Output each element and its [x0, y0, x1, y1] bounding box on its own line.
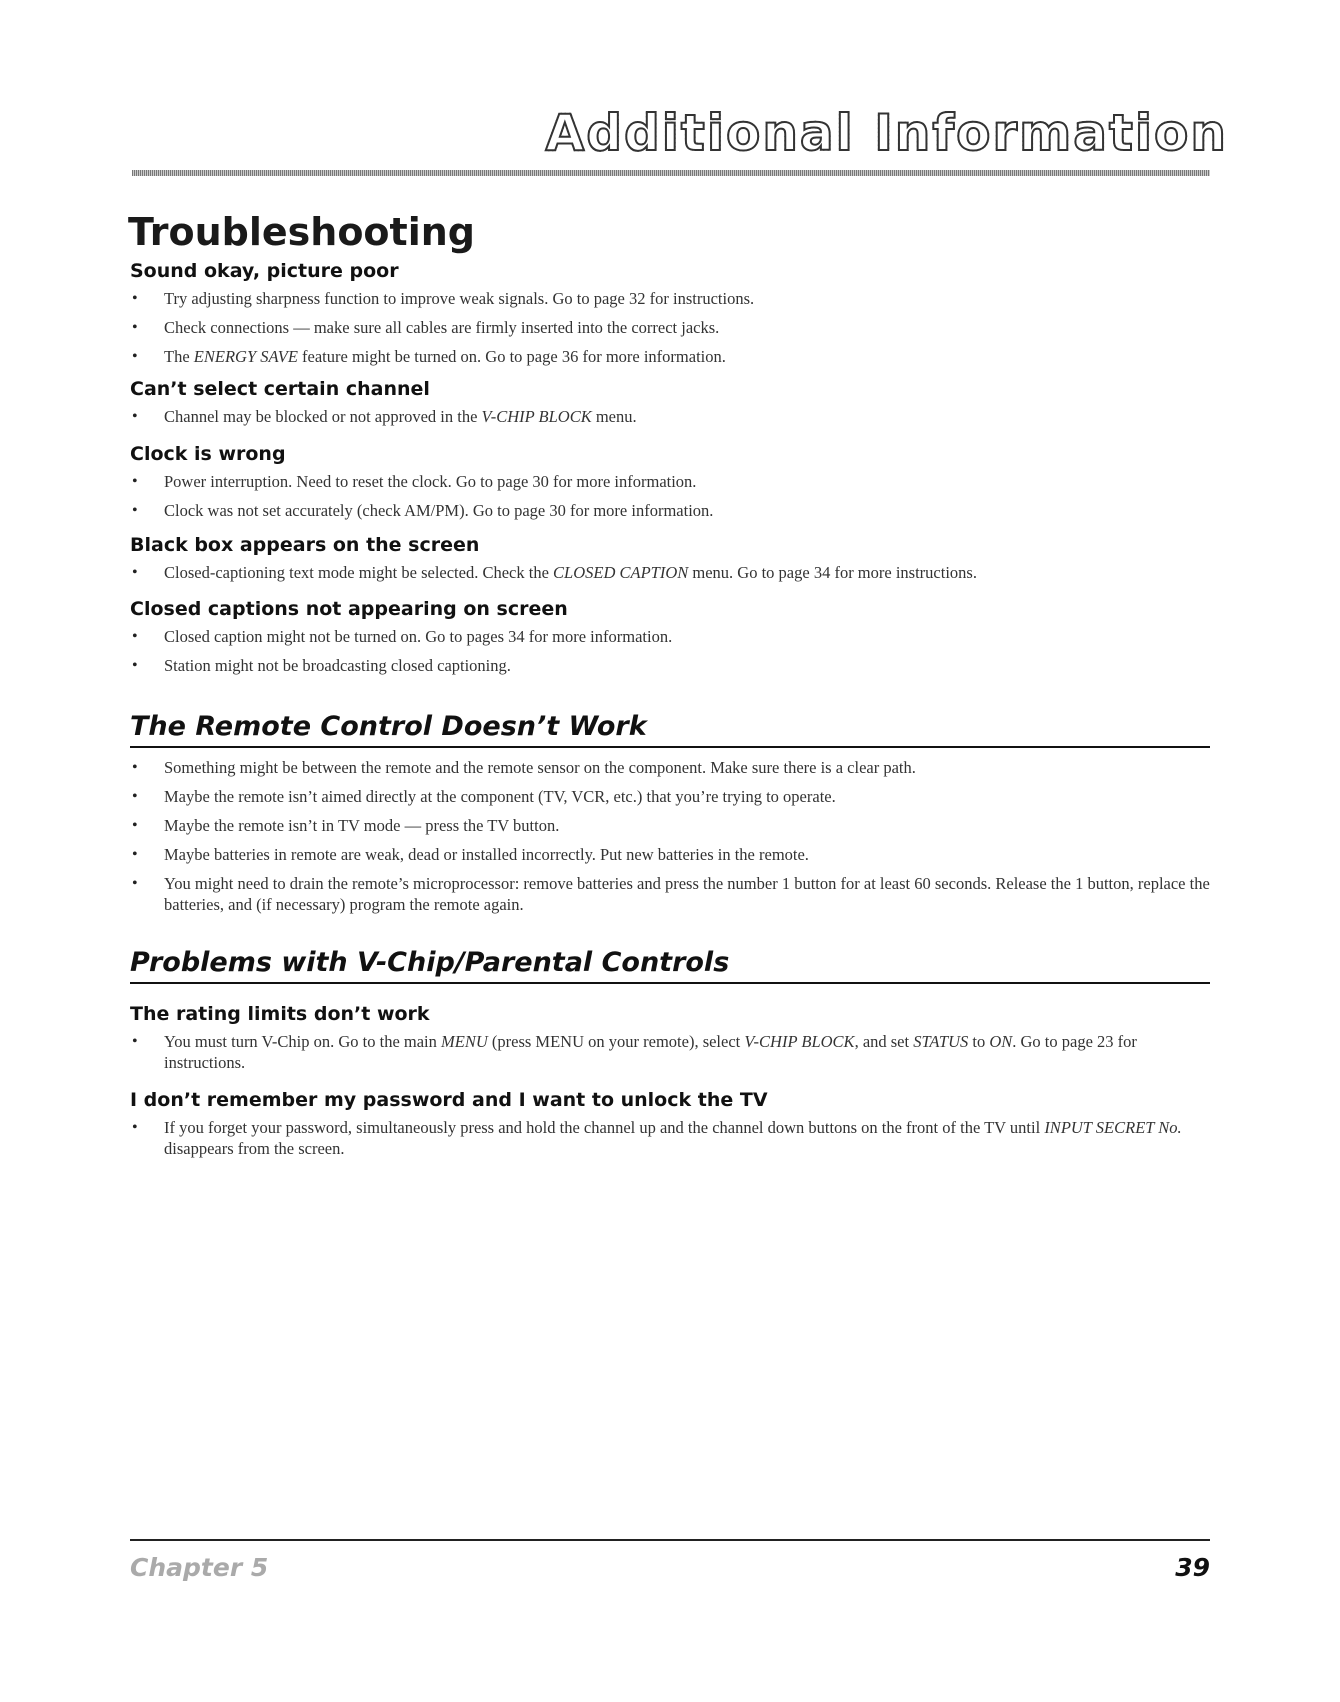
- list-item: • Maybe the remote isn’t in TV mode — press the TV button.: [130, 815, 1210, 836]
- bullet-text: menu. Go to page 34 for more instructions.: [688, 563, 977, 582]
- subheading: Closed captions not appearing on screen: [130, 598, 568, 620]
- list-item: [130, 406, 1210, 427]
- section-remote: [130, 757, 1210, 923]
- footer-chapter: Chapter 5: [130, 1553, 269, 1582]
- remote-heading: The Remote Control Doesn’t Work: [130, 711, 647, 742]
- remote-heading-block: [130, 711, 1210, 748]
- bullet-list: [130, 471, 1210, 521]
- bullet-text: , and set: [854, 1032, 914, 1051]
- bullet-text: The: [164, 347, 194, 366]
- bullet-text: to: [968, 1032, 990, 1051]
- list-item: • Something might be between the remote and the remote sensor on the component. Make sure there is a clear path.: [130, 757, 1210, 778]
- footer-rule: [130, 1539, 1210, 1541]
- subheading: The rating limits don’t work: [130, 1003, 430, 1025]
- list-item: • Closed caption might not be turned on. Go to pages 34 for more information.: [130, 626, 1210, 647]
- list-item: • You might need to drain the remote’s microprocessor: remove batteries and press the number 1 button for at least 60 seconds. Release the 1 button, replace the batteries, and (if necessary) program the remote again.: [130, 873, 1210, 915]
- list-item: • Maybe the remote isn’t aimed directly at the component (TV, VCR, etc.) that you’re trying to operate.: [130, 786, 1210, 807]
- vchip-heading: Problems with V-Chip/Parental Controls: [130, 947, 730, 978]
- menu-term: MENU: [441, 1032, 488, 1051]
- list-item: [130, 1031, 1210, 1073]
- subheading: Sound okay, picture poor: [130, 260, 399, 282]
- list-item: • Check connections — make sure all cables are firmly inserted into the correct jacks.: [130, 317, 1210, 338]
- subheading: Black box appears on the screen: [130, 534, 480, 556]
- bullet-text: . Go to page 23 for instructions.: [164, 1032, 1137, 1072]
- section-black-box: [130, 534, 1210, 591]
- section-closed-captions: [130, 598, 1210, 684]
- menu-term: INPUT SECRET No.: [1044, 1118, 1182, 1137]
- bullet-list: [130, 757, 1210, 915]
- bullet-list: [130, 1117, 1210, 1159]
- bullet-text: Channel may be blocked or not approved in the: [164, 407, 482, 426]
- bullet-text: (press MENU on your remote), select: [487, 1032, 745, 1051]
- section-password: [130, 1089, 1210, 1167]
- list-item: • Maybe batteries in remote are weak, dead or installed incorrectly. Put new batteries in the remote.: [130, 844, 1210, 865]
- bullet-text: feature might be turned on. Go to page 36 for more information.: [297, 347, 726, 366]
- menu-term: ENERGY SAVE: [193, 347, 298, 366]
- menu-term: V-CHIP BLOCK: [481, 407, 592, 426]
- bullet-text: disappears from the screen.: [164, 1139, 345, 1158]
- list-item: • Station might not be broadcasting closed captioning.: [130, 655, 1210, 676]
- subheading: I don’t remember my password and I want to unlock the TV: [130, 1089, 768, 1111]
- subheading: Can’t select certain channel: [130, 378, 430, 400]
- menu-term: ON: [989, 1032, 1013, 1051]
- bullet-list: [130, 1031, 1210, 1073]
- list-item: [130, 562, 1210, 583]
- menu-term: STATUS: [913, 1032, 969, 1051]
- page-number: 39: [1175, 1553, 1210, 1582]
- page-title: Troubleshooting: [128, 210, 475, 254]
- bullet-text: Closed-captioning text mode might be selected. Check the: [164, 563, 554, 582]
- bullet-list: [130, 626, 1210, 676]
- section-rating-limits: [130, 1003, 1210, 1081]
- bullet-text: If you forget your password, simultaneously press and hold the channel up and the channel down buttons on the front of the TV until: [164, 1118, 1045, 1137]
- vchip-heading-block: [130, 947, 1210, 984]
- list-item: • Clock was not set accurately (check AM/PM). Go to page 30 for more information.: [130, 500, 1210, 521]
- section-sound-okay: [130, 260, 1210, 375]
- section-cant-select: [130, 378, 1210, 435]
- bullet-text: menu.: [591, 407, 637, 426]
- bullet-list: [130, 562, 1210, 583]
- list-item: [130, 346, 1210, 367]
- header-rule: [132, 170, 1210, 176]
- section-title: Additional Information: [545, 104, 1228, 162]
- section-clock: [130, 443, 1210, 529]
- bullet-text: You must turn V-Chip on. Go to the main: [164, 1032, 442, 1051]
- list-item: • Try adjusting sharpness function to improve weak signals. Go to page 32 for instructions.: [130, 288, 1210, 309]
- bullet-list: [130, 406, 1210, 427]
- subheading: Clock is wrong: [130, 443, 286, 465]
- bullet-list: [130, 288, 1210, 367]
- list-item: [130, 1117, 1210, 1159]
- menu-term: V-CHIP BLOCK: [744, 1032, 855, 1051]
- menu-term: CLOSED CAPTION: [553, 563, 689, 582]
- list-item: • Power interruption. Need to reset the clock. Go to page 30 for more information.: [130, 471, 1210, 492]
